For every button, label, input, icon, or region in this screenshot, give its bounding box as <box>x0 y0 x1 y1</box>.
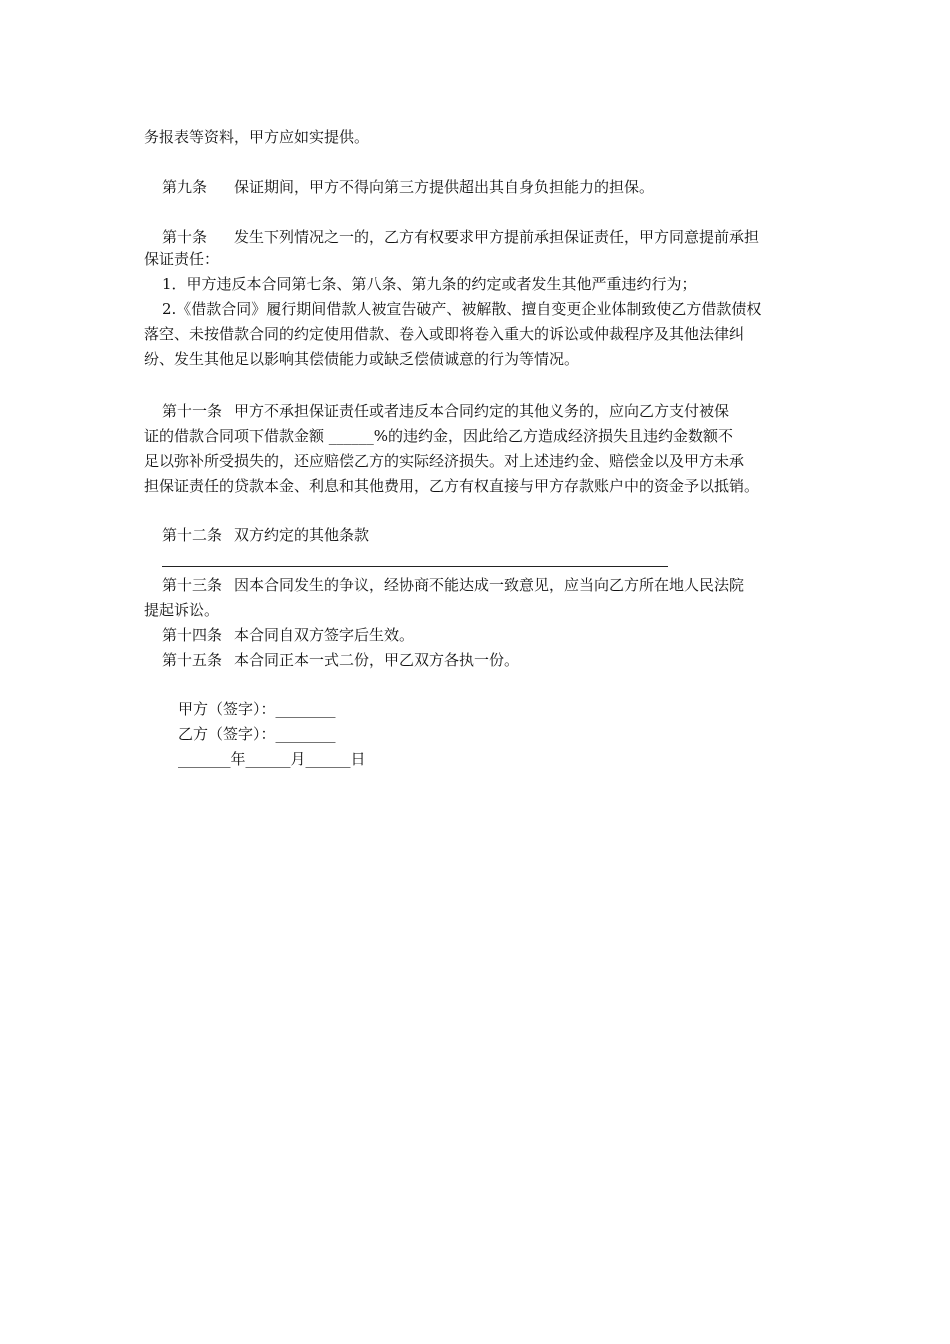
article-13 <box>162 574 744 596</box>
article-10 <box>162 226 759 248</box>
article-9 <box>162 176 654 198</box>
continuation-line: 务报表等资料，甲方应如实提供。 <box>144 128 370 146</box>
article-11-text-cont: 担保证责任的贷款本金、利息和其他费用，乙方有权直接与甲方存款账户中的资金予以抵销。 <box>144 477 760 495</box>
signature-party-b: 乙方（签字）：________ <box>178 725 336 743</box>
article-14 <box>162 624 414 646</box>
article-14-text: 本合同自双方签字后生效。 <box>234 626 415 644</box>
article-10-item-2-cont: 纷、发生其他足以影响其偿债能力或缺乏偿债诚意的行为等情况。 <box>144 350 580 368</box>
article-15 <box>162 649 519 671</box>
article-13-text: 因本合同发生的争议，经协商不能达成一致意见，应当向乙方所在地人民法院 <box>234 576 745 594</box>
article-10-item-1: 1．甲方违反本合同第七条、第八条、第九条的约定或者发生其他严重违约行为； <box>162 275 697 293</box>
article-11-text-cont: 足以弥补所受损失的，还应赔偿乙方的实际经济损失。对上述违约金、赔偿金以及甲方未承 <box>144 452 745 470</box>
article-10-text: 发生下列情况之一的，乙方有权要求甲方提前承担保证责任，甲方同意提前承担 <box>234 228 760 246</box>
article-10-item-2: 2.《借款合同》履行期间借款人被宣告破产、被解散、擅自变更企业体制致使乙方借款债权 <box>162 300 762 318</box>
article-15-number: 第十五条 <box>162 651 223 669</box>
article-9-text: 保证期间，甲方不得向第三方提供超出其自身负担能力的担保。 <box>234 178 655 196</box>
article-12-number: 第十二条 <box>162 526 223 544</box>
article-10-number: 第十条 <box>162 228 208 246</box>
article-11-number: 第十一条 <box>162 402 223 420</box>
article-9-number: 第九条 <box>162 178 208 196</box>
article-11 <box>162 400 729 422</box>
article-12-text: 双方约定的其他条款 <box>234 526 370 544</box>
article-14-number: 第十四条 <box>162 626 223 644</box>
article-13-text-cont: 提起诉讼。 <box>144 601 220 619</box>
article-13-number: 第十三条 <box>162 576 223 594</box>
signature-date: _______年______月______日 <box>178 750 366 768</box>
blank-fill-line <box>162 566 668 567</box>
article-10-text-cont: 保证责任： <box>144 250 220 268</box>
article-12 <box>162 524 369 546</box>
article-11-text: 甲方不承担保证责任或者违反本合同约定的其他义务的，应向乙方支付被保 <box>234 402 730 420</box>
article-15-text: 本合同正本一式二份，甲乙双方各执一份。 <box>234 651 520 669</box>
article-11-text-cont: 证的借款合同项下借款金额 ______%的违约金，因此给乙方造成经济损失且违约金数额不 <box>144 427 734 445</box>
article-10-item-2-cont: 落空、未按借款合同的约定使用借款、卷入或即将卷入重大的诉讼或仲裁程序及其他法律纠 <box>144 325 745 343</box>
signature-party-a: 甲方（签字）：________ <box>178 700 336 718</box>
